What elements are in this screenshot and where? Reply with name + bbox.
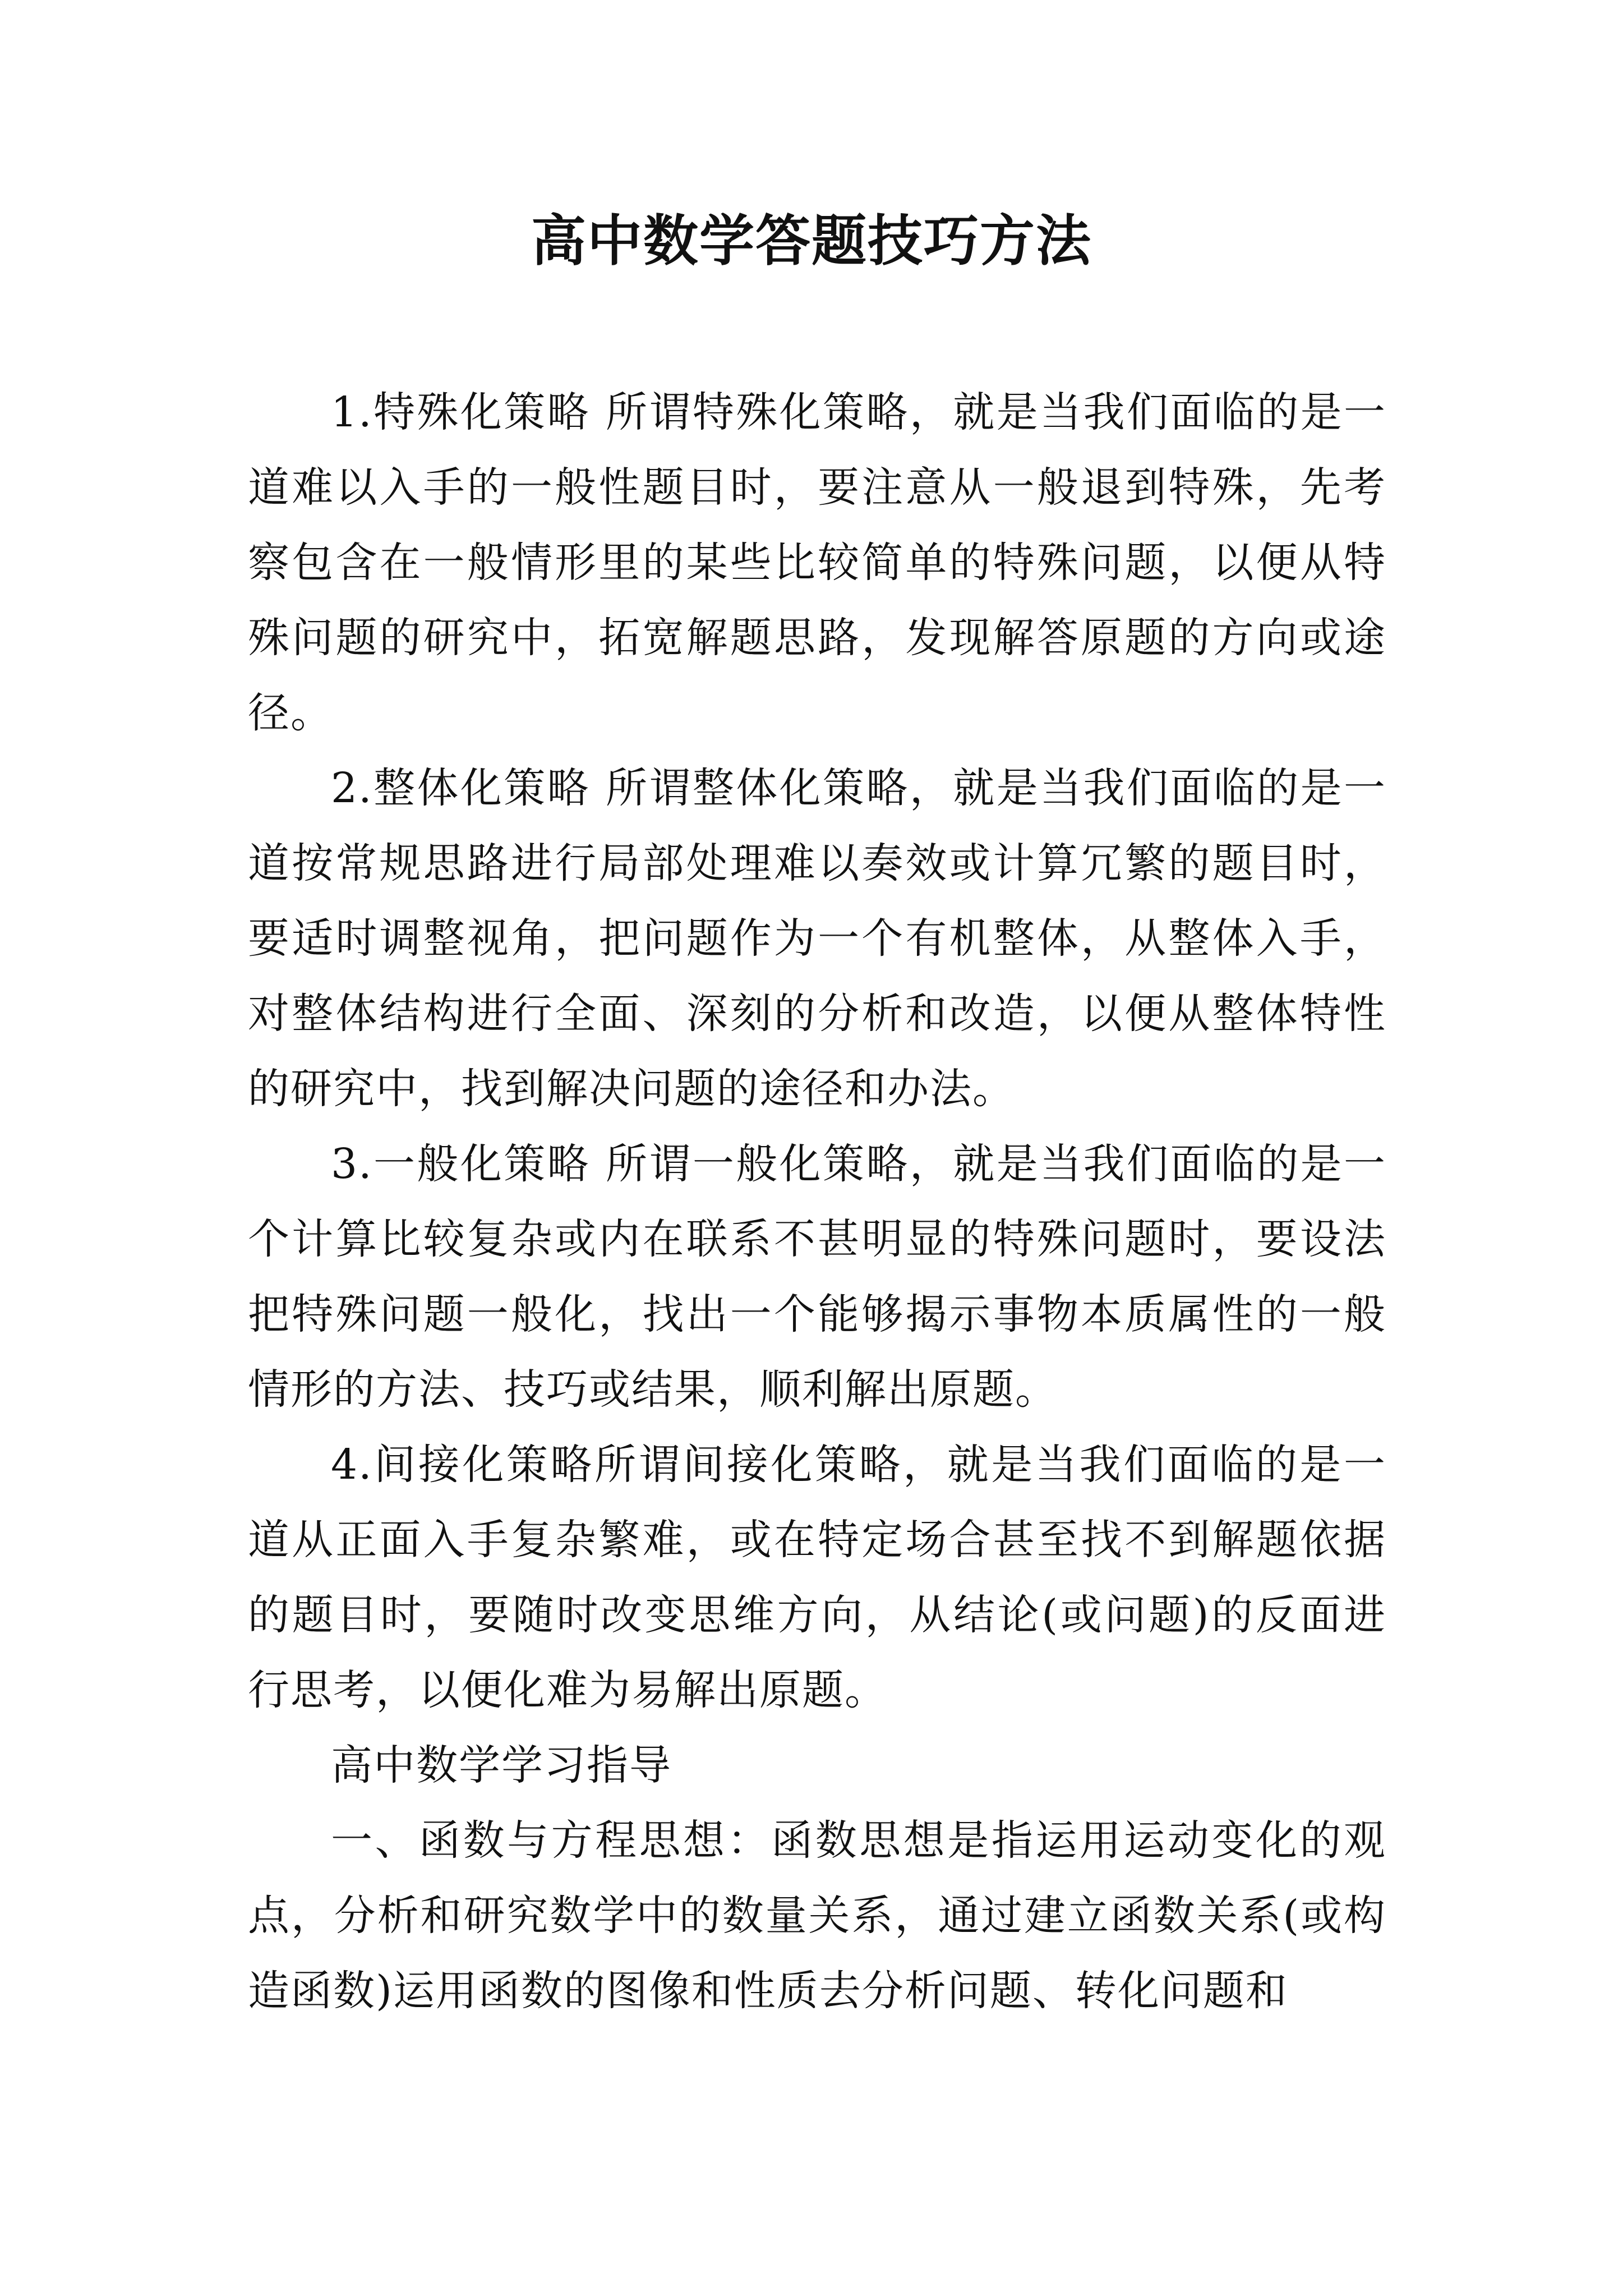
document-body xyxy=(248,375,1386,2028)
paragraph-indirect-strategy: 4.间接化策略所谓间接化策略，就是当我们面临的是一道从正面入手复杂繁难，或在特定场合甚至找不到解题依据的题目时，要随时改变思维方向，从结论(或问题)的反面进行思考，以便化难为易解出原题。 xyxy=(248,1441,1386,1714)
document-title: 高中数学答题技巧方法 xyxy=(531,209,1092,273)
paragraph-function-equation-thinking: 一、函数与方程思想：函数思想是指运用运动变化的观点，分析和研究数学中的数量关系，通过建立函数关系(或构造函数)运用函数的图像和性质去分析问题、转化问题和 xyxy=(248,1816,1386,2015)
paragraph-holistic-strategy: 2.整体化策略 所谓整体化策略，就是当我们面临的是一道按常规思路进行局部处理难以奏效或计算冗繁的题目时，要适时调整视角，把问题作为一个有机整体，从整体入手，对整体结构进行全面、深刻的分析和改造，以便从整体特性的研究中，找到解决问题的途径和办法。 xyxy=(248,764,1386,1113)
section-heading-study-guide: 高中数学学习指导 xyxy=(331,1741,672,1789)
paragraph-generalization-strategy: 3.一般化策略 所谓一般化策略，就是当我们面临的是一个计算比较复杂或内在联系不甚明显的特殊问题时，要设法把特殊问题一般化，找出一个能够揭示事物本质属性的一般情形的方法、技巧或结果，顺利解出原题。 xyxy=(248,1140,1386,1414)
paragraph-specialization-strategy: 1.特殊化策略 所谓特殊化策略，就是当我们面临的是一道难以入手的一般性题目时，要注意从一般退到特殊，先考察包含在一般情形里的某些比较简单的特殊问题，以便从特殊问题的研究中，拓宽解题思路，发现解答原题的方向或途径。 xyxy=(248,388,1386,737)
